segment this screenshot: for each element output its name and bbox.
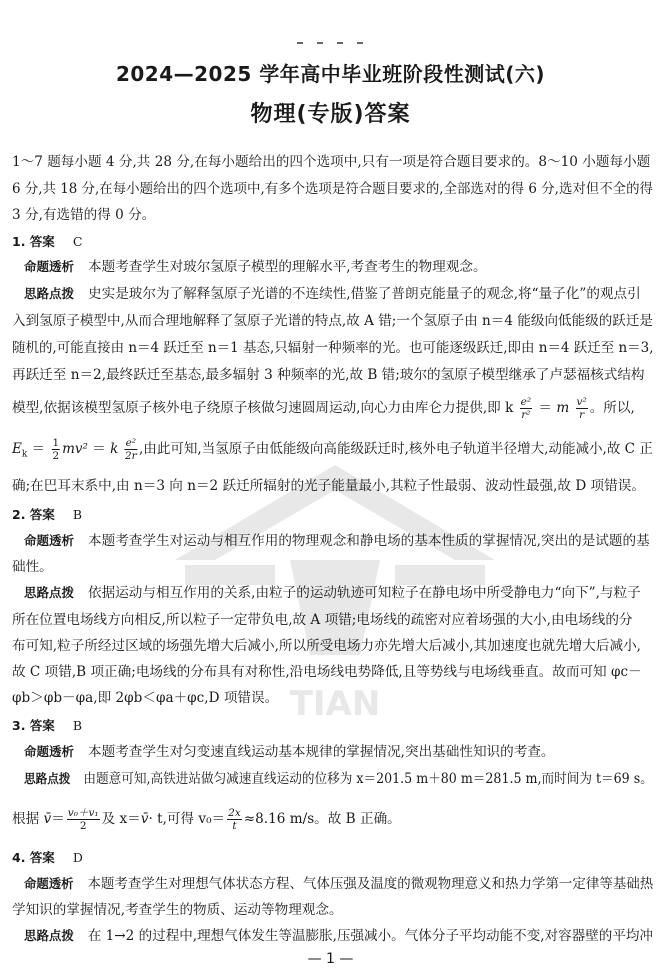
tips-text: 。所以, bbox=[589, 400, 635, 416]
fraction bbox=[67, 807, 100, 832]
q3-analysis bbox=[24, 743, 555, 761]
numerator: 1 bbox=[52, 437, 60, 449]
analysis-text: 本题考查学生对运动与相互作用的物理观念和静电场的基本性质的掌握情况,突出的是试题的基 bbox=[88, 533, 650, 549]
numerator: v₀＋v₁ bbox=[67, 807, 99, 819]
tips-label: 思路点拨 bbox=[24, 585, 75, 600]
fraction bbox=[520, 396, 532, 421]
q4-heading bbox=[12, 848, 83, 866]
q2-analysis bbox=[24, 532, 650, 550]
tips-text: 根据 bbox=[12, 811, 40, 827]
fraction bbox=[227, 807, 242, 832]
denominator: r bbox=[579, 409, 585, 421]
analysis-label: 命题透析 bbox=[24, 876, 74, 891]
q3-answer: B bbox=[72, 718, 82, 733]
q1-analysis bbox=[24, 258, 487, 276]
equals-sign: ＝ bbox=[538, 400, 552, 416]
numerator: 2x bbox=[228, 807, 241, 819]
denominator: 2 bbox=[52, 450, 60, 462]
q1-heading-label: 1. 答案 bbox=[12, 234, 55, 249]
math-symbol: E bbox=[12, 441, 22, 457]
numerator: e² bbox=[520, 396, 532, 408]
intro-line: 1～7 题每小题 4 分,共 28 分,在每小题给出的四个选项中,只有一项是符合题目要求的。8～10 小题每小题 bbox=[12, 154, 651, 170]
analysis-text: 本题考查学生对理想气体状态方程、气体压强及温度的微观物理意义和热力学第一定律等基础热 bbox=[87, 876, 654, 892]
watermark-text: TIAN bbox=[289, 684, 381, 724]
math-symbol: mv² bbox=[62, 441, 88, 457]
analysis-text: 本题考查学生对玻尔氢原子模型的理解水平,考查考生的物理观念。 bbox=[88, 259, 487, 275]
tips-text: ≈8.16 m/s。故 B 正确。 bbox=[243, 811, 401, 827]
tips-label: 思路点拨 bbox=[24, 286, 75, 301]
denominator: 2r bbox=[124, 450, 137, 462]
q1-tips-line-formula bbox=[12, 437, 653, 464]
fraction bbox=[125, 437, 137, 462]
equals-sign: ＝ bbox=[51, 811, 65, 827]
equals-sign: ＝ bbox=[92, 441, 106, 457]
page-title: 2024—2025 学年高中毕业班阶段性测试(六) bbox=[115, 62, 546, 86]
math-symbol: v̄ bbox=[43, 811, 52, 827]
q2-heading-label: 2. 答案 bbox=[12, 507, 55, 522]
tips-text: · t,可得 v₀＝ bbox=[148, 811, 226, 827]
q2-tips-line: 布可知,粒子所经过区域的场强先增大后减小,所以所受电场力亦先增大后减小,其加速度也就先增大后减小, bbox=[12, 638, 641, 654]
q2-tips bbox=[24, 584, 641, 602]
q1-tips-line-formula bbox=[12, 396, 635, 421]
denominator: 2 bbox=[79, 820, 87, 832]
q1-tips-line: 确;在巴耳末系中,由 n＝3 向 n＝2 跃迁所辐射的光子能量最小,其粒子性最弱、波动性最强,故 D 项错误。 bbox=[12, 478, 645, 494]
page-subtitle: 物理(专版)答案 bbox=[250, 102, 411, 127]
denominator: r² bbox=[521, 409, 531, 421]
tips-text: 由题意可知,高铁进站做匀减速直线运动的位移为 x＝201.5 m＋80 m＝281.5 m,而时间为 t＝69 s。 bbox=[83, 771, 653, 787]
q1-tips-line: 随机的,可能直接由 n＝4 跃迁至 n＝1 基态,只辐射一种频率的光。也可能逐级跃迁,即由 n＝4 跃迁至 n＝3, bbox=[12, 340, 654, 356]
q2-tips-line: 故 C 项错,B 项正确;电场线的分布具有对称性,沿电场线电势降低,且等势线与电场线垂直。故而可知 φc－ bbox=[12, 664, 642, 680]
tips-text: 在 1→2 的过程中,理想气体发生等温膨胀,压强减小。气体分子平均动能不变,对容器壁的平均冲 bbox=[87, 928, 653, 944]
intro-line: 6 分,共 18 分,在每小题给出的四个选项中,有多个选项是符合题目要求的,全部选对的得 6 分,选对但不全的得 bbox=[12, 181, 653, 197]
fraction bbox=[576, 396, 588, 421]
fraction bbox=[51, 437, 60, 462]
math-symbol: v̄ bbox=[140, 811, 149, 827]
equals-sign: ＝ bbox=[31, 441, 46, 457]
q3-tips bbox=[24, 770, 653, 788]
analysis-label: 命题透析 bbox=[24, 533, 75, 548]
q3-heading-label: 3. 答案 bbox=[12, 718, 55, 733]
tips-text: 史实是玻尔为了解释氢原子光谱的不连续性,借鉴了普朗克能量子的观念,将“量子化”的观点引 bbox=[88, 286, 641, 302]
tips-text: 依据运动与相互作用的关系,由粒子的运动轨迹可知粒子在静电场中所受静电力“向下”,与粒子 bbox=[88, 585, 641, 601]
q2-tips-line: 所在位置电场线方向相反,所以粒子一定带负电,故 A 项错;电场线的疏密对应着场强的大小,由电场线的分 bbox=[12, 612, 633, 628]
numerator: v² bbox=[576, 396, 587, 408]
analysis-label: 命题透析 bbox=[24, 259, 75, 274]
q1-heading bbox=[12, 232, 82, 250]
math-subscript: k bbox=[21, 449, 28, 460]
q2-heading bbox=[12, 505, 82, 523]
q4-answer: D bbox=[72, 850, 83, 865]
q1-tips bbox=[24, 285, 641, 303]
q2-analysis-line: 础性。 bbox=[12, 559, 53, 575]
tips-text: 模型,依据该模型氢原子核外电子绕原子核做匀速圆周运动,向心力由库仑力提供,即 k bbox=[12, 400, 514, 416]
binding-mark bbox=[297, 40, 377, 46]
numerator: e² bbox=[125, 437, 137, 449]
q1-tips-line: 入到氢原子模型中,从而合理地解释了氢原子光谱的特点,故 A 错;一个氢原子由 n＝4 能级向低能级的跃迁是 bbox=[12, 313, 653, 329]
intro-line: 3 分,有选错的得 0 分。 bbox=[12, 207, 156, 223]
tips-text: 及 x＝ bbox=[101, 811, 141, 827]
denominator: t bbox=[232, 820, 237, 832]
math-symbol: m bbox=[556, 400, 570, 416]
q2-answer: B bbox=[72, 507, 82, 522]
q1-answer: C bbox=[72, 234, 83, 249]
page-number: — 1 — bbox=[307, 951, 354, 967]
analysis-label: 命题透析 bbox=[24, 744, 75, 759]
q4-heading-label: 4. 答案 bbox=[12, 850, 55, 865]
analysis-text: 本题考查学生对匀变速直线运动基本规律的掌握情况,突出基础性知识的考查。 bbox=[88, 744, 555, 760]
tips-label: 思路点拨 bbox=[24, 928, 74, 943]
q1-tips-line: 再跃迁至 n＝2,最终跃迁至基态,最多辐射 3 种频率的光,故 B 错;玻尔的氢原子模型继承了卢瑟福核式结构 bbox=[12, 367, 645, 383]
tips-text: ,由此可知,当氢原子由低能级向高能级跃迁时,核外电子轨道半径增大,动能减小,故 C 正 bbox=[139, 441, 653, 457]
q2-tips-line: φb＞φb－φa,即 2φb＜φa＋φc,D 项错误。 bbox=[12, 690, 279, 706]
tips-label: 思路点拨 bbox=[24, 771, 71, 786]
math-symbol: k bbox=[110, 441, 119, 457]
q4-tips bbox=[24, 927, 653, 945]
q4-analysis bbox=[24, 875, 653, 893]
q4-analysis-line: 学知识的掌握情况,考查学生的物质、运动等物理观念。 bbox=[12, 902, 343, 918]
q3-heading bbox=[12, 716, 82, 734]
q3-tips-line-formula bbox=[12, 807, 401, 832]
